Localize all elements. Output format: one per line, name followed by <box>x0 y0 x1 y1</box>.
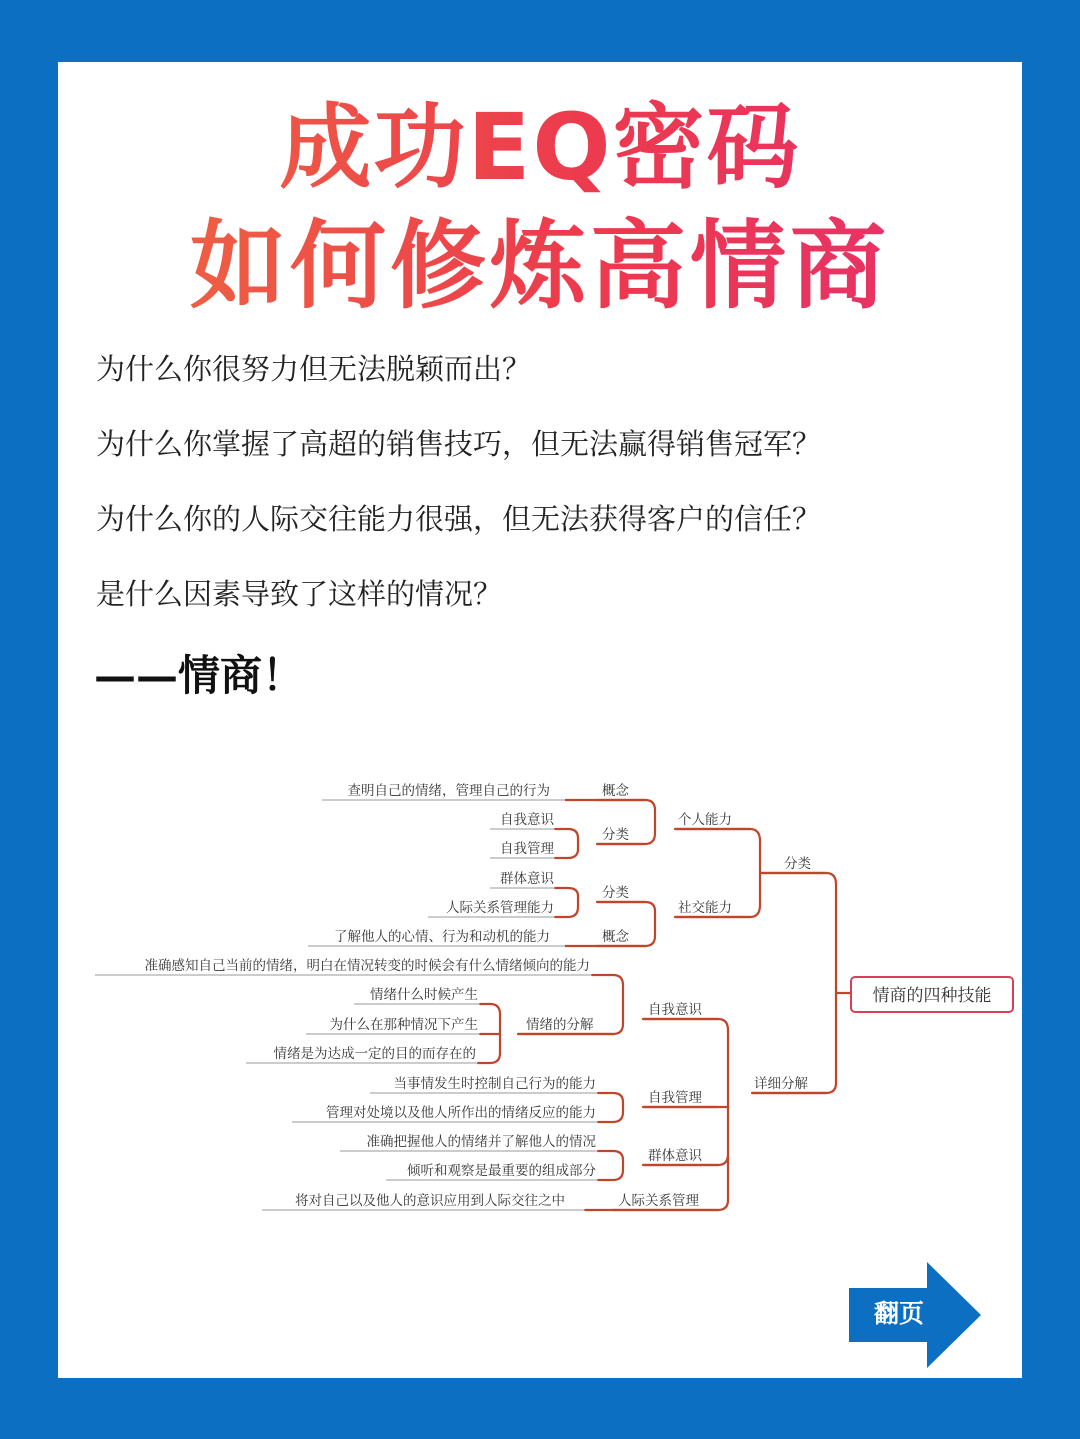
connector-self-management <box>598 1093 623 1122</box>
node-personal-concept: 概念 <box>602 783 629 799</box>
answer-text: ——情商！ <box>94 651 305 700</box>
node-detail: 详细分解 <box>754 1076 808 1092</box>
node-relationship: 人际关系管理 <box>618 1193 699 1209</box>
connector-social-awareness <box>598 1151 623 1180</box>
node-social: 社交能力 <box>678 900 732 916</box>
node-social-awareness: 群体意识 <box>648 1148 702 1164</box>
node-social-classify: 分类 <box>602 885 629 901</box>
leaf-breakdown-3: 情绪是为达成一定的目的而存在的 <box>273 1046 476 1062</box>
connector-root <box>752 873 850 1093</box>
leaf-social-awareness-1: 准确把握他人的情绪并了解他人的情况 <box>366 1134 596 1150</box>
node-self-management: 自我管理 <box>648 1090 702 1106</box>
leaf-self-awareness-desc: 准确感知自己当前的情绪，明白在情况转变的时候会有什么情绪倾向的能力 <box>144 958 590 974</box>
node-self-awareness: 自我意识 <box>648 1002 702 1018</box>
title-line-1: 成功EQ密码 <box>58 88 1022 208</box>
leaf-social-concept-text: 了解他人的心情、行为和动机的能力 <box>334 929 550 945</box>
leaf-self-management-1: 当事情发生时控制自己行为的能力 <box>393 1076 596 1092</box>
leaf-social-awareness-2: 倾听和观察是最重要的组成部分 <box>407 1163 596 1179</box>
leaf-personal-item-2: 自我管理 <box>500 841 554 857</box>
node-personal-classify: 分类 <box>602 827 629 843</box>
node-fenlei: 分类 <box>784 856 811 872</box>
connector-personal-classify <box>555 829 578 858</box>
connector-detail <box>613 1019 728 1210</box>
question-3: 为什么你的人际交往能力很强，但无法获得客户的信任？ <box>96 502 822 536</box>
mindmap-root-node <box>851 977 1013 1012</box>
question-2: 为什么你掌握了高超的销售技巧，但无法赢得销售冠军？ <box>96 427 822 461</box>
next-page-button[interactable] <box>849 1262 981 1368</box>
leaf-social-item-1: 群体意识 <box>500 871 554 887</box>
connector-breakdown <box>478 1004 500 1063</box>
question-4: 是什么因素导致了这样的情况？ <box>96 577 503 611</box>
node-social-concept: 概念 <box>602 929 629 945</box>
leaf-self-management-2: 管理对处境以及他人所作出的情绪反应的能力 <box>326 1105 596 1121</box>
next-page-label: 翻页 <box>873 1299 924 1328</box>
leaf-breakdown-2: 为什么在那种情况下产生 <box>329 1017 478 1033</box>
root-label: 情商的四种技能 <box>872 986 992 1006</box>
connector-social-classify <box>555 888 578 917</box>
title-line-2: 如何修炼高情商 <box>58 204 1022 328</box>
question-1: 为什么你很努力但无法脱颖而出？ <box>96 352 532 386</box>
leaf-relationship-1: 将对自己以及他人的意识应用到人际交往之中 <box>295 1193 565 1209</box>
leaf-personal-concept-text: 查明自己的情绪，管理自己的行为 <box>347 783 550 799</box>
leaf-personal-item-1: 自我意识 <box>500 812 554 828</box>
node-breakdown: 情绪的分解 <box>526 1017 594 1033</box>
leaf-social-item-2: 人际关系管理能力 <box>446 900 554 916</box>
node-personal: 个人能力 <box>678 812 732 828</box>
leaf-breakdown-1: 情绪什么时候产生 <box>370 987 478 1003</box>
